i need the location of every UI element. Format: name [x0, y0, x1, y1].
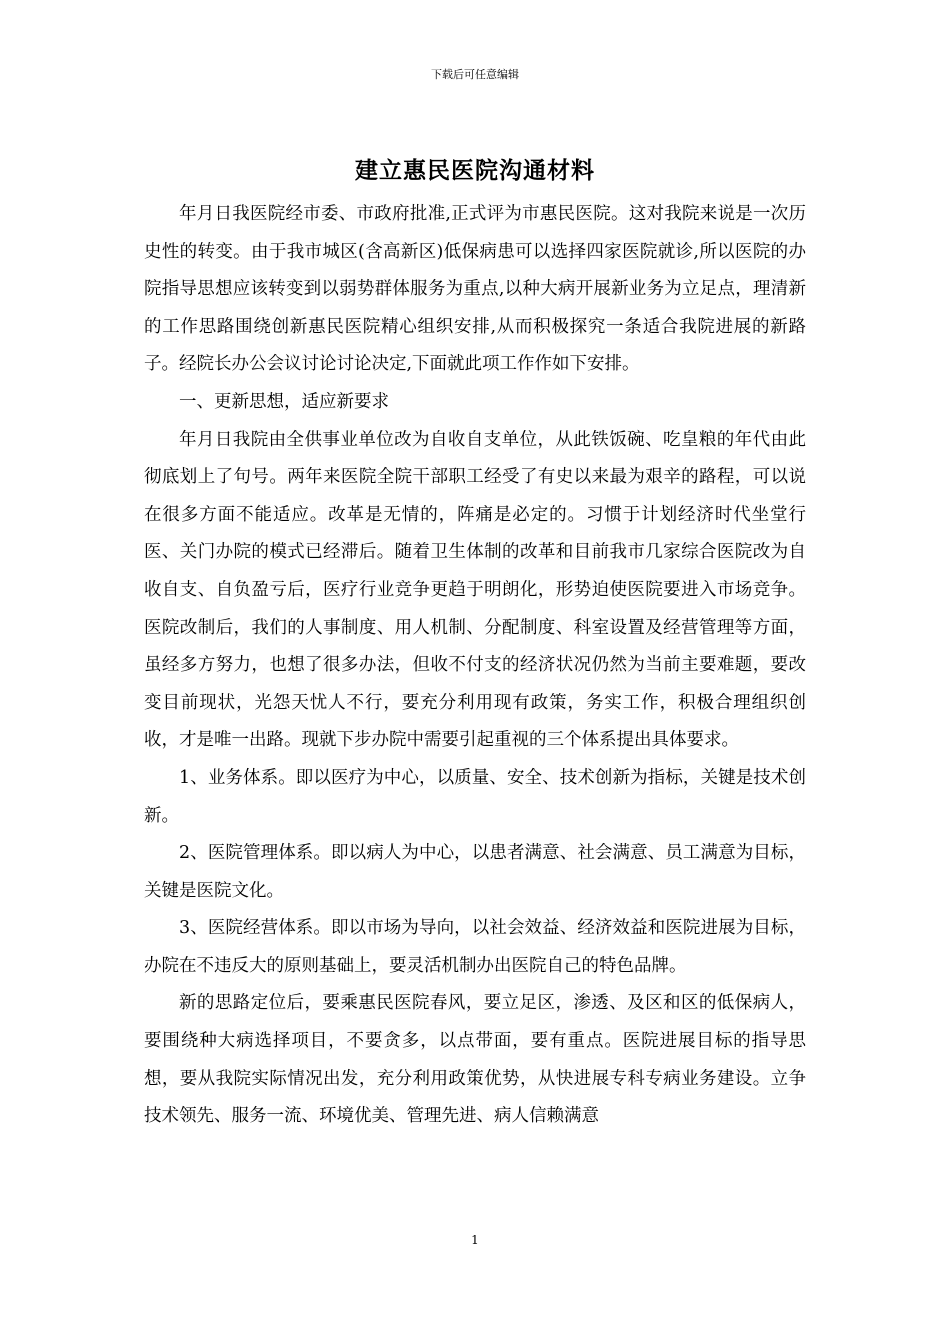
- list-item-business-system: 1、业务体系。即以医疗为中心，以质量、安全、技术创新为指标，关键是技术创新。: [144, 767, 806, 826]
- page-number: 1: [471, 1233, 479, 1247]
- paragraph-intro: 年月日我医院经市委、市政府批准,正式评为市惠民医院。这对我院来说是一次历史性的转变。由于我市城区(含高新区)低保病患可以选择四家医院就诊,所以医院的办院指导思想应该转变到以弱势群体服务为重点,以种大病开展新业务为立足点，理清新的工作思路围绕创新惠民医院精心组织安排,从而积极探究一条适合我院进展的新路子。经院长办公会议讨论讨论决定,下面就此项工作作如下安排。: [144, 204, 806, 375]
- page-header-note: 下载后可任意编辑: [431, 68, 519, 81]
- document-title: 建立惠民医院沟通材料: [355, 157, 595, 184]
- list-item-operation-system: 3、医院经营体系。即以市场为导向，以社会效益、经济效益和医院进展为目标，办院在不违反大的原则基础上，要灵活机制办出医院自己的特色品牌。: [144, 918, 806, 976]
- list-item-management-system: 2、医院管理体系。即以病人为中心，以患者满意、社会满意、员工满意为目标，关键是医院文化。: [144, 843, 806, 901]
- paragraph-new-direction: 新的思路定位后，要乘惠民医院春风，要立足区，渗透、及区和区的低保病人，要围绕种大病选择项目，不要贪多，以点带面，要有重点。医院进展目标的指导思想，要从我院实际情况出发，充分利用政策优势，从快进展专科专病业务建设。立争技术领先、服务一流、环境优美、管理先进、病人信赖满意: [144, 993, 806, 1127]
- section-heading-1: 一、更新思想，适应新要求: [179, 391, 389, 412]
- paragraph-reform: 年月日我院由全供事业单位改为自收自支单位，从此铁饭碗、吃皇粮的年代由此彻底划上了句号。两年来医院全院干部职工经受了有史以来最为艰辛的路程，可以说在很多方面不能适应。改革是无情的，阵痛是必定的。习惯于计划经济时代坐堂行医、关门办院的模式已经滞后。随着卫生体制的改革和目前我市几家综合医院改为自收自支、自负盈亏后，医疗行业竞争更趋于明朗化，形势迫使医院要进入市场竞争。医院改制后，我们的人事制度、用人机制、分配制度、科室设置及经营管理等方面，虽经多方努力，也想了很多办法，但收不付支的经济状况仍然为当前主要难题，要改变目前现状，光怨天忧人不行，要充分利用现有政策，务实工作，积极合理组织创收，才是唯一出路。现就下步办院中需要引起重视的三个体系提出具体要求。: [144, 429, 806, 751]
- document-body: [144, 196, 806, 1136]
